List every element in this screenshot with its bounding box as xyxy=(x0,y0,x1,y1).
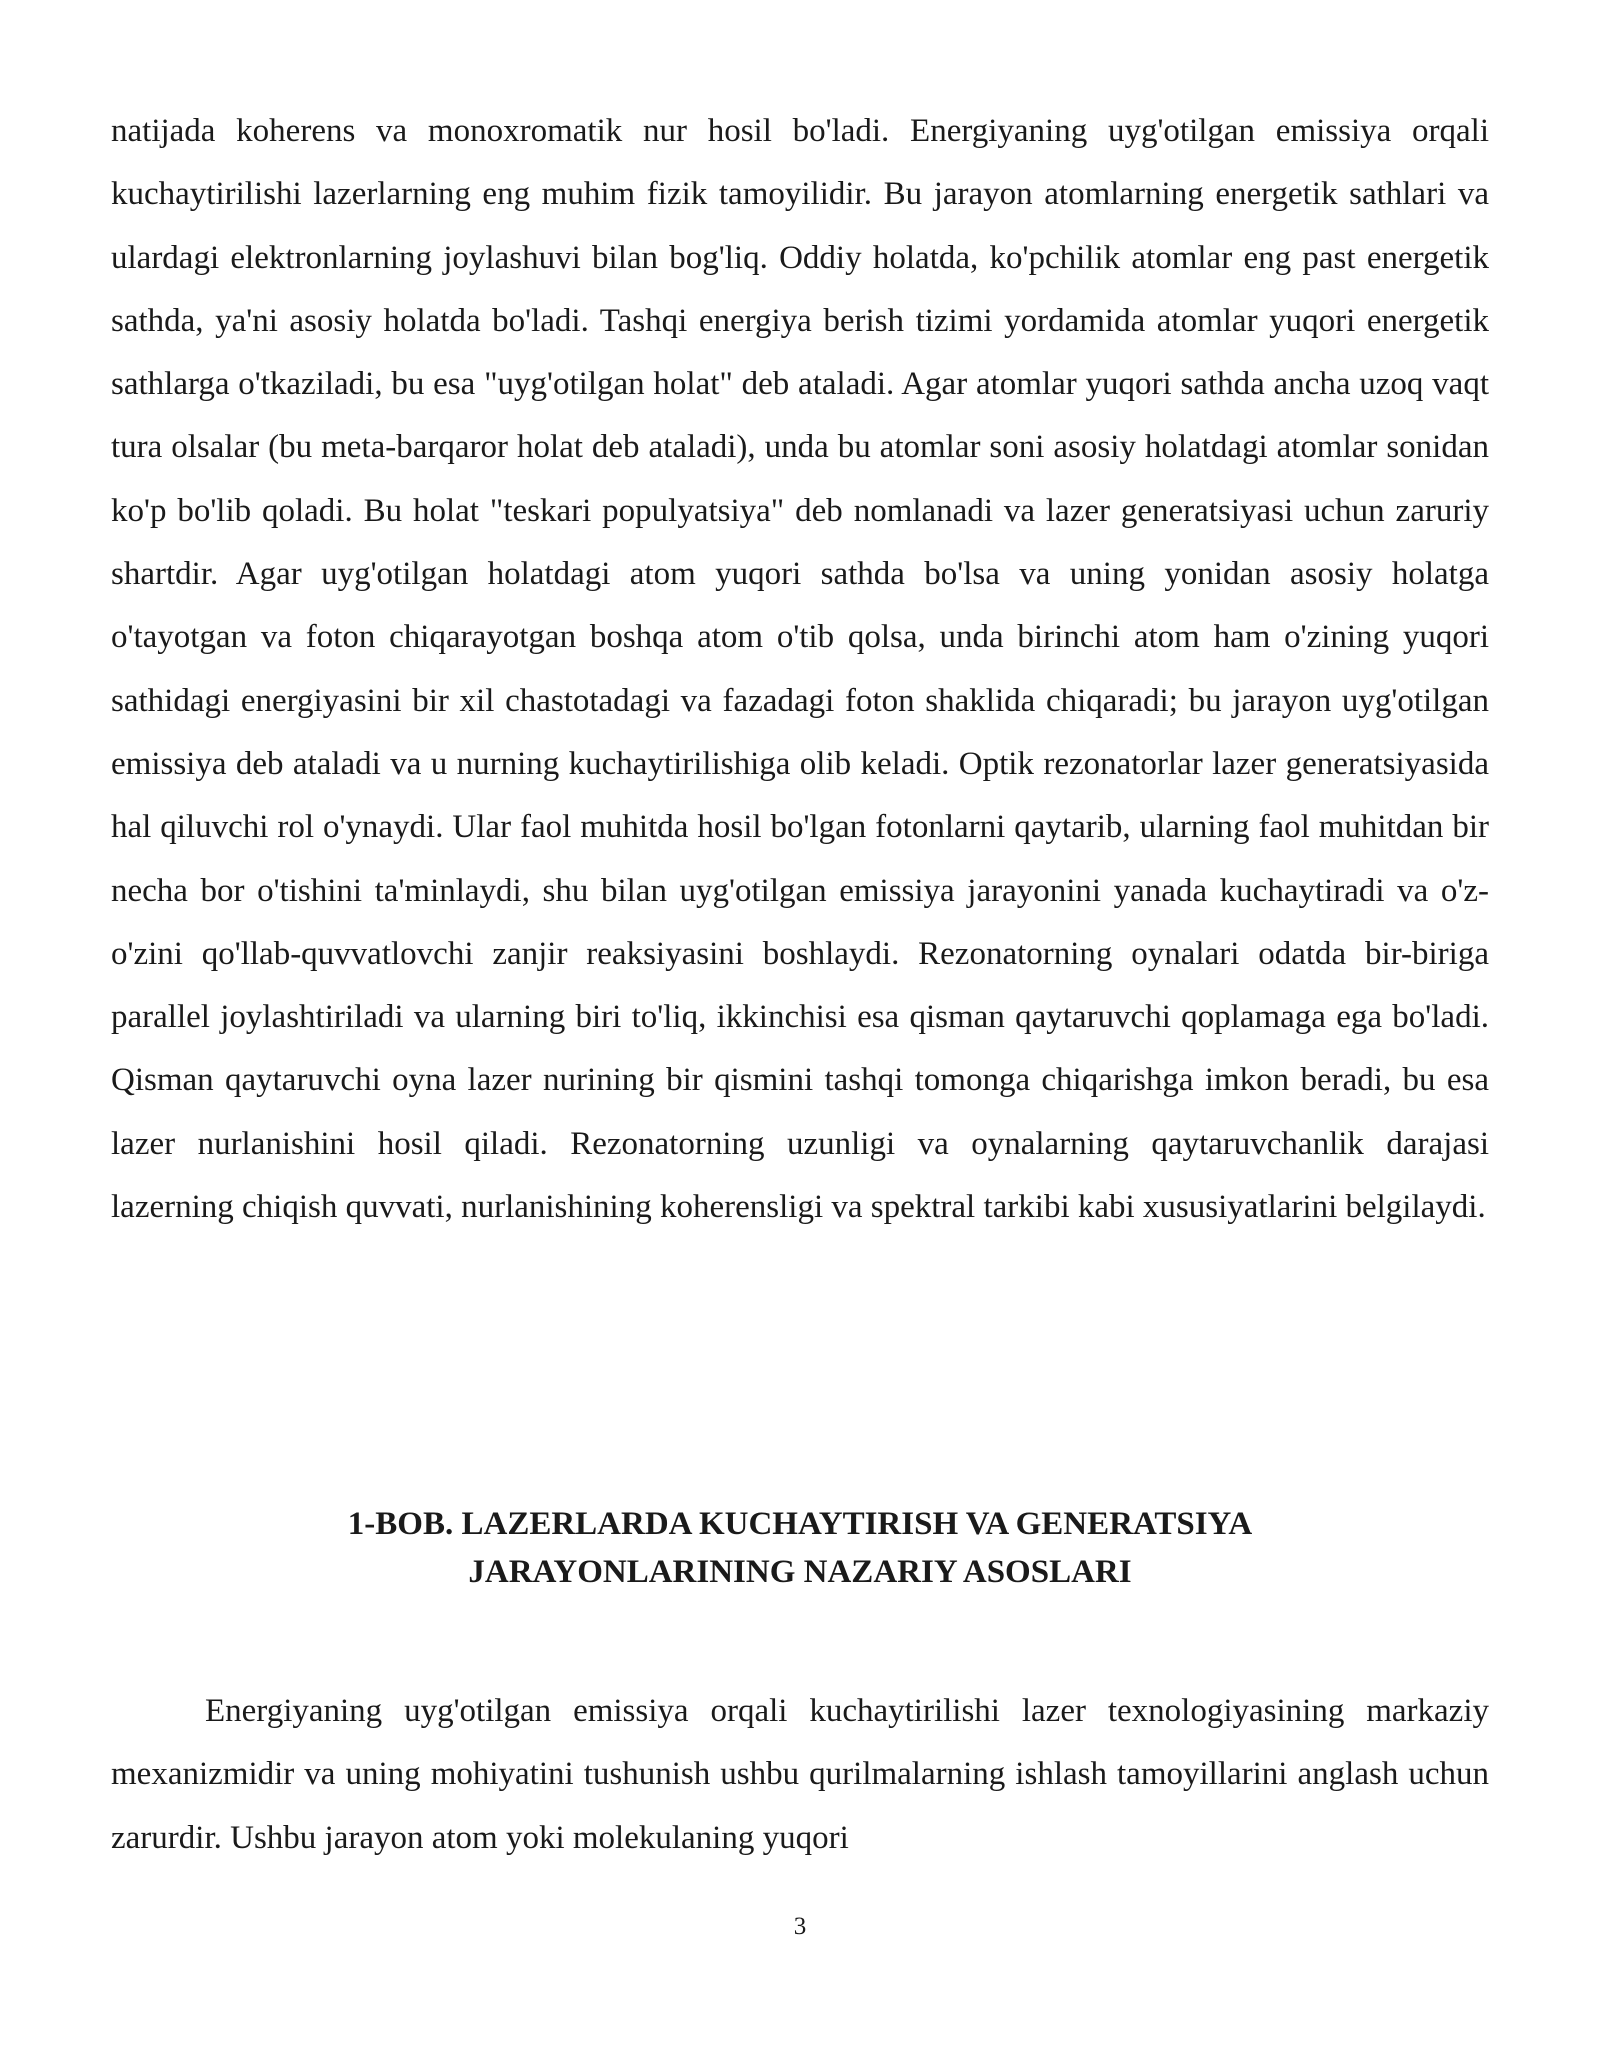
page-number: 3 xyxy=(793,1913,807,1940)
body-paragraph-1: natijada koherens va monoxromatik nur hosil bo'ladi. Energiyaning uyg'otilgan emissiya orqali kuchaytirilishi lazerlarning eng muhim fizik tamoyilidir. Bu jarayon atomlarning energetik sathlari va ulardagi elektronlarning joylashuvi bilan bog'liq. Oddiy holatda, ko'pchilik atomlar eng past energetik sathda, ya'ni asosiy holatda bo'ladi. Tashqi energiya berish tizimi yordamida atomlar yuqori energetik sathlarga o'tkaziladi, bu esa "uyg'otilgan holat" deb ataladi. Agar atomlar yuqori sathda ancha uzoq vaqt tura olsalar (bu meta-barqaror holat deb ataladi), unda bu atomlar soni asosiy holatdagi atomlar sonidan ko'p bo'lib qoladi. Bu holat "teskari populyatsiya" deb nomlanadi va lazer generatsiyasi uchun zaruriy shartdir. Agar uyg'otilgan holatdagi atom yuqori sathda bo'lsa va uning yonidan asosiy holatga o'tayotgan va foton chiqarayotgan boshqa atom o'tib qolsa, unda birinchi atom ham o'zining yuqori sathidagi energiyasini bir xil chastotadagi va fazadagi foton shaklida chiqaradi; bu jarayon uyg'otilgan emissiya deb ataladi va u nurning kuchaytirilishiga olib keladi. Optik rezonatorlar lazer generatsiyasida hal qiluvchi rol o'ynaydi. Ular faol muhitda hosil bo'lgan fotonlarni qaytarib, ularning faol muhitdan bir necha bor o'tishini ta'minlaydi, shu bilan uyg'otilgan emissiya jarayonini yanada kuchaytiradi va o'z-o'zini qo'llab-quvvatlovchi zanjir reaksiyasini boshlaydi. Rezonatorning oynalari odatda bir-biriga parallel joylashtiriladi va ularning biri to'liq, ikkinchisi esa qisman qaytaruvchi qoplamaga ega bo'ladi. Qisman qaytaruvchi oyna lazer nurining bir qismini tashqi tomonga chiqarishga imkon beradi, bu esa lazer nurlanishini hosil qiladi. Rezonatorning uzunligi va oynalarning qaytaruvchanlik darajasi lazerning chiqish quvvati, nurlanishining koherensligi va spektral tarkibi kabi xususiyatlarini belgilaydi. xyxy=(111,113,1489,1226)
chapter-heading xyxy=(111,1500,1489,1596)
chapter-heading-line-2: JARAYONLARINING NAZARIY ASOSLARI xyxy=(468,1554,1132,1590)
body-paragraph-2: Energiyaning uyg'otilgan emissiya orqali kuchaytirilishi lazer texnologiyasining markaziy mexanizmidir va uning mohiyatini tushunish ushbu qurilmalarning ishlash tamoyillarini anglash uchun zarurdir. Ushbu jarayon atom yoki molekulaning yuqori xyxy=(111,1693,1489,1856)
chapter-heading-line-1: 1-BOB. LAZERLARDA KUCHAYTIRISH VA GENERATSIYA xyxy=(347,1506,1253,1542)
